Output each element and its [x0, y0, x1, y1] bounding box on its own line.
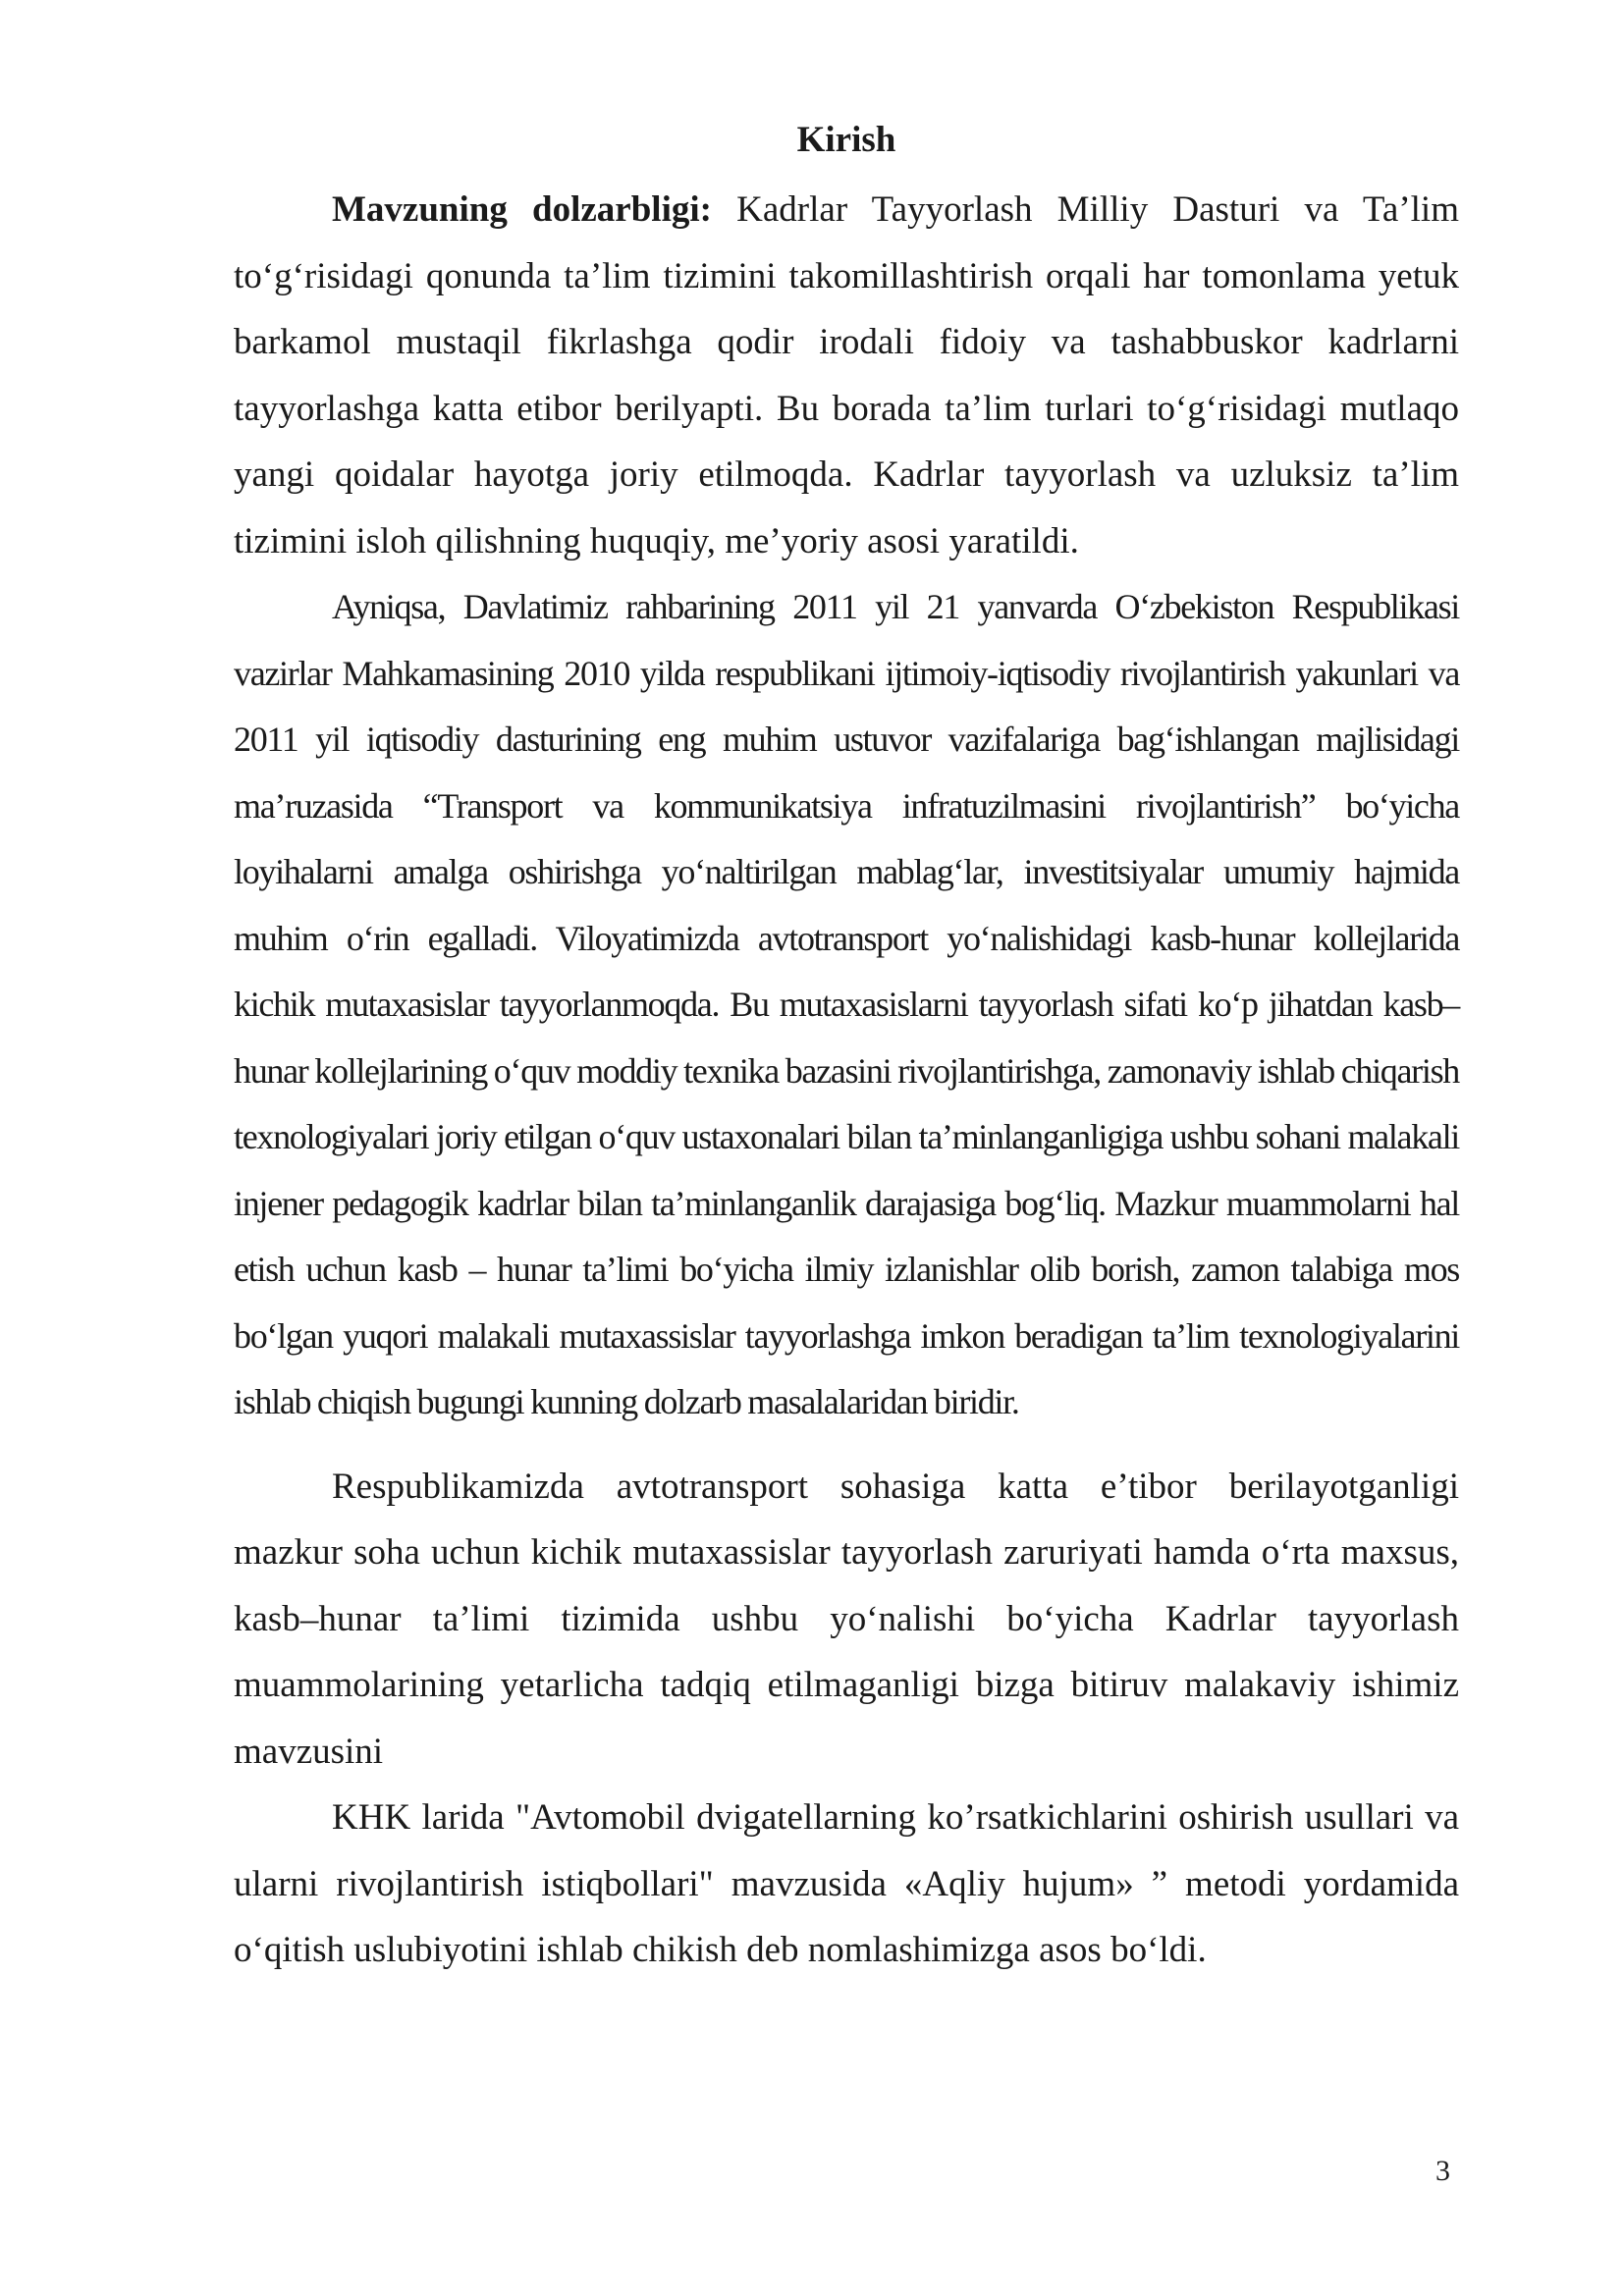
- paragraph-relevance: [234, 177, 1459, 574]
- page-title: Kirish: [796, 120, 896, 160]
- paragraph-topic: KHK larida "Avtomobil dvigatellarning ko’rsatkichlarini oshirish usullari va ularni rivojlantirish istiqbollari" mavzusida «Aqliy hujum» ” metodi yordamida o‘qitish uslubiyotini ishlab chikish deb nomlashimizga asos bo‘ldi.: [234, 1797, 1459, 1970]
- page-number: 3: [1435, 2155, 1450, 2187]
- paragraph-lead-label: Mavzuning dolzarbligi:: [332, 189, 712, 230]
- document-page: [234, 116, 1459, 1984]
- paragraph-motivation: Respublikamizda avtotransport sohasiga katta e’tibor berilayotganligi mazkur soha uchun kichik mutaxassislar tayyorlash zaruriyati hamda o‘rta maxsus, kasb–hunar ta’limi tizimida ushbu yo‘nalishi bo‘yicha Kadrlar tayyorlash muammolarining yetarlicha tadqiq etilmaganligi bizga bitiruv malakaviy ishimiz mavzusini: [234, 1466, 1459, 1772]
- paragraph-text: Kadrlar Tayyorlash Milliy Dasturi va Ta’lim to‘g‘risidagi qonunda ta’lim tizimini takomillashtirish orqali har tomonlama yetuk barkamol mustaqil fikrlashga qodir irodali fidoiy va tashabbuskor kadrlarni tayyorlashga katta etibor berilyapti. Bu borada ta’lim turlari to‘g‘risidagi mutlaqo yangi qoidalar hayotga joriy etilmoqda. Kadrlar tayyorlash va uzluksiz ta’lim tizimini isloh qilishning huquqiy, me’yoriy asosi yaratildi.: [234, 189, 1459, 561]
- paragraph-background: Ayniqsa, Davlatimiz rahbarining 2011 yil 21 yanvarda O‘zbekiston Respublikasi vazirlar Mahkamasining 2010 yilda respublikani ijtimoiy-iqtisodiy rivojlantirish yakunlari va 2011 yil iqtisodiy dasturining eng muhim ustuvor vazifalariga bag‘ishlangan majlisidagi ma’ruzasida “Transport va kommunikatsiya infratuzilmasini rivojlantirish” bo‘yicha loyihalarni amalga oshirishga yo‘naltirilgan mablag‘lar, investitsiyalar umumiy hajmida muhim o‘rin egalladi. Viloyatimizda avtotransport yo‘nalishidagi kasb-hunar kollejlarida kichik mutaxasislar tayyorlanmoqda. Bu mutaxasislarni tayyorlash sifati ko‘p jihatdan kasb–hunar kollejlarining o‘quv moddiy texnika bazasini rivojlantirishga, zamonaviy ishlab chiqarish texnologiyalari joriy etilgan o‘quv ustaxonalari bilan ta’minlanganligiga ushbu sohani malakali injener pedagogik kadrlar bilan ta’minlanganlik darajasiga bog‘liq. Mazkur muammolarni hal etish uchun kasb – hunar ta’limi bo‘yicha ilmiy izlanishlar olib borish, zamon talabiga mos bo‘lgan yuqori malakali mutaxassislar tayyorlashga imkon beradigan ta’lim texnologiyalarini ishlab chiqish bugungi kunning dolzarb masalalaridan biridir.: [234, 587, 1459, 1421]
